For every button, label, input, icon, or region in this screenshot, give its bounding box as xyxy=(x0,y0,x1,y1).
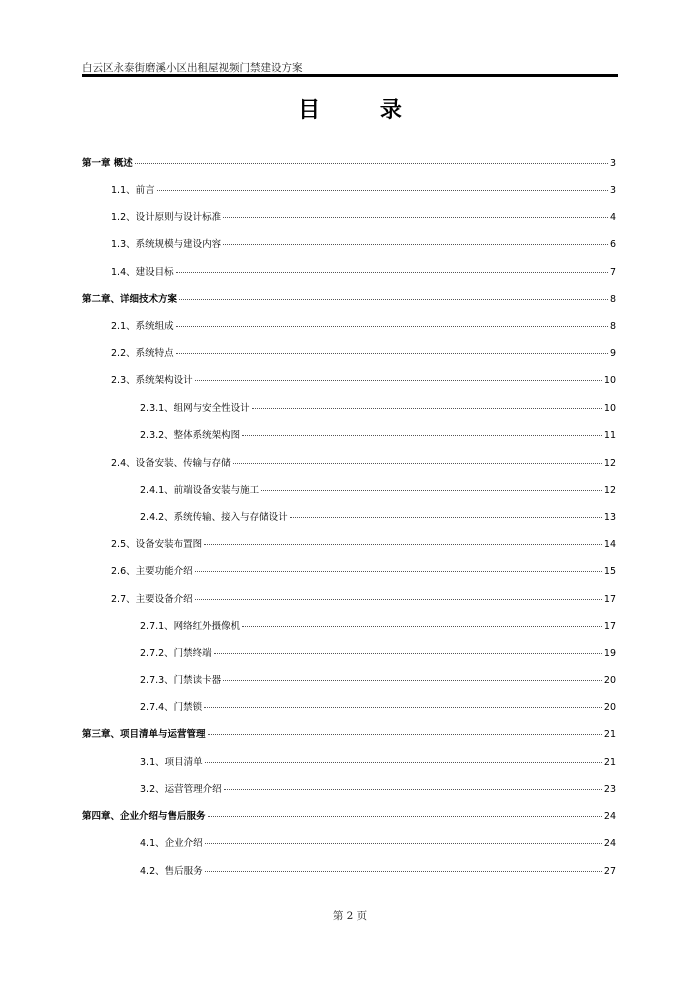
toc-leader xyxy=(205,871,602,872)
toc-label: 2.4.2、系统传输、接入与存储设计 xyxy=(140,512,288,523)
toc-leader xyxy=(208,816,602,817)
toc-page: 21 xyxy=(603,757,616,768)
toc-label: 2.6、主要功能介绍 xyxy=(111,566,193,577)
toc-leader xyxy=(223,244,608,245)
toc-entry-2-3[interactable] xyxy=(111,372,616,386)
toc-leader xyxy=(205,762,602,763)
toc-label: 2.5、设备安装布置图 xyxy=(111,539,203,550)
toc-leader xyxy=(261,490,602,491)
toc-label: 2.4.1、前端设备安装与施工 xyxy=(140,485,260,496)
toc-leader xyxy=(290,517,602,518)
toc-label: 2.7.2、门禁终端 xyxy=(140,648,212,659)
toc-leader xyxy=(176,326,608,327)
toc-title: 目 录 xyxy=(298,98,428,123)
toc-entry-2-7-4[interactable] xyxy=(140,699,616,713)
toc-entry-chapter-4[interactable] xyxy=(82,808,616,822)
toc-label: 第三章、项目清单与运营管理 xyxy=(82,729,206,740)
toc-entry-2-2[interactable] xyxy=(111,345,616,359)
toc-entry-1-1[interactable] xyxy=(111,182,616,196)
toc-page: 12 xyxy=(603,485,616,496)
toc-entry-2-7[interactable] xyxy=(111,591,616,605)
toc-page: 20 xyxy=(603,675,616,686)
toc-label: 2.7、主要设备介绍 xyxy=(111,594,193,605)
page-number-footer: 第 2 页 xyxy=(332,910,368,922)
toc-leader xyxy=(135,163,608,164)
toc-entry-1-3[interactable] xyxy=(111,236,616,250)
toc-entry-2-7-2[interactable] xyxy=(140,645,616,659)
toc-label: 1.1、前言 xyxy=(111,185,155,196)
toc-label: 4.2、售后服务 xyxy=(140,866,203,877)
toc-page: 19 xyxy=(603,648,616,659)
toc-label: 2.3.1、组网与安全性设计 xyxy=(140,403,250,414)
toc-page: 8 xyxy=(609,294,616,305)
toc-label: 4.1、企业介绍 xyxy=(140,838,203,849)
toc-label: 2.3、系统架构设计 xyxy=(111,375,193,386)
toc-label: 2.7.3、门禁读卡器 xyxy=(140,675,222,686)
toc-entry-2-4-2[interactable] xyxy=(140,509,616,523)
toc-entry-2-7-1[interactable] xyxy=(140,618,616,632)
toc-page: 4 xyxy=(609,212,616,223)
toc-label: 2.4、设备安装、传输与存储 xyxy=(111,458,231,469)
toc-label: 1.3、系统规模与建设内容 xyxy=(111,239,222,250)
toc-page: 23 xyxy=(603,784,616,795)
toc-entry-2-3-1[interactable] xyxy=(140,400,616,414)
toc-entry-2-4-1[interactable] xyxy=(140,482,616,496)
toc-entry-2-4[interactable] xyxy=(111,455,616,469)
toc-leader xyxy=(252,408,602,409)
header-rule xyxy=(82,74,618,77)
toc-leader xyxy=(205,843,602,844)
toc-leader xyxy=(224,789,602,790)
toc-leader xyxy=(157,190,608,191)
toc-entry-4-2[interactable] xyxy=(140,863,616,877)
toc-leader xyxy=(204,544,602,545)
toc-page: 11 xyxy=(603,430,616,441)
toc-page: 17 xyxy=(603,621,616,632)
toc-page: 8 xyxy=(609,321,616,332)
toc-leader xyxy=(242,435,602,436)
toc-label: 2.2、系统特点 xyxy=(111,348,174,359)
toc-page: 9 xyxy=(609,348,616,359)
toc-label: 3.1、项目清单 xyxy=(140,757,203,768)
toc-page: 27 xyxy=(603,866,616,877)
toc-leader xyxy=(195,380,602,381)
toc-page: 15 xyxy=(603,566,616,577)
toc-leader xyxy=(179,299,608,300)
toc-label: 2.3.2、整体系统架构图 xyxy=(140,430,241,441)
toc-leader xyxy=(176,353,608,354)
toc-label: 2.7.4、门禁锁 xyxy=(140,702,203,713)
toc-page: 10 xyxy=(603,375,616,386)
toc-label: 第二章、详细技术方案 xyxy=(82,294,178,305)
toc-leader xyxy=(204,707,602,708)
toc-leader xyxy=(176,272,608,273)
toc-page: 7 xyxy=(609,267,616,278)
toc-label: 第一章 概述 xyxy=(82,158,133,169)
toc-page: 10 xyxy=(603,403,616,414)
toc-page: 3 xyxy=(609,185,616,196)
toc-page: 17 xyxy=(603,594,616,605)
toc-entry-2-3-2[interactable] xyxy=(140,427,616,441)
toc-leader xyxy=(208,734,602,735)
toc-page: 24 xyxy=(603,838,616,849)
toc-entry-1-4[interactable] xyxy=(111,264,616,278)
toc-leader xyxy=(195,599,602,600)
toc-label: 1.4、建设目标 xyxy=(111,267,174,278)
toc-label: 3.2、运营管理介绍 xyxy=(140,784,222,795)
toc-page: 21 xyxy=(603,729,616,740)
toc-label: 第四章、企业介绍与售后服务 xyxy=(82,811,206,822)
toc-page: 13 xyxy=(603,512,616,523)
toc-page: 20 xyxy=(603,702,616,713)
toc-entry-2-5[interactable] xyxy=(111,536,616,550)
toc-label: 2.7.1、网络红外摄像机 xyxy=(140,621,241,632)
toc-page: 24 xyxy=(603,811,616,822)
toc-label: 2.1、系统组成 xyxy=(111,321,174,332)
toc-entry-chapter-2[interactable] xyxy=(82,291,616,305)
toc-entry-2-1[interactable] xyxy=(111,318,616,332)
toc-leader xyxy=(214,653,602,654)
toc-page: 3 xyxy=(609,158,616,169)
toc-page: 12 xyxy=(603,458,616,469)
toc-entry-2-6[interactable] xyxy=(111,563,616,577)
toc-entry-1-2[interactable] xyxy=(111,209,616,223)
toc-leader xyxy=(242,626,602,627)
toc-entry-3-2[interactable] xyxy=(140,781,616,795)
toc-leader xyxy=(223,680,602,681)
toc-entry-4-1[interactable] xyxy=(140,835,616,849)
toc-label: 1.2、设计原则与设计标准 xyxy=(111,212,222,223)
toc-leader xyxy=(233,463,602,464)
toc-entry-3-1[interactable] xyxy=(140,754,616,768)
toc-entry-chapter-3[interactable] xyxy=(82,726,616,740)
toc-entry-chapter-1[interactable] xyxy=(82,155,616,169)
running-header: 白云区永泰街磨溪小区出租屋视频门禁建设方案 xyxy=(82,62,303,74)
toc-page: 14 xyxy=(603,539,616,550)
toc-entry-2-7-3[interactable] xyxy=(140,672,616,686)
toc-leader xyxy=(223,217,608,218)
toc-leader xyxy=(195,571,602,572)
toc-page: 6 xyxy=(609,239,616,250)
